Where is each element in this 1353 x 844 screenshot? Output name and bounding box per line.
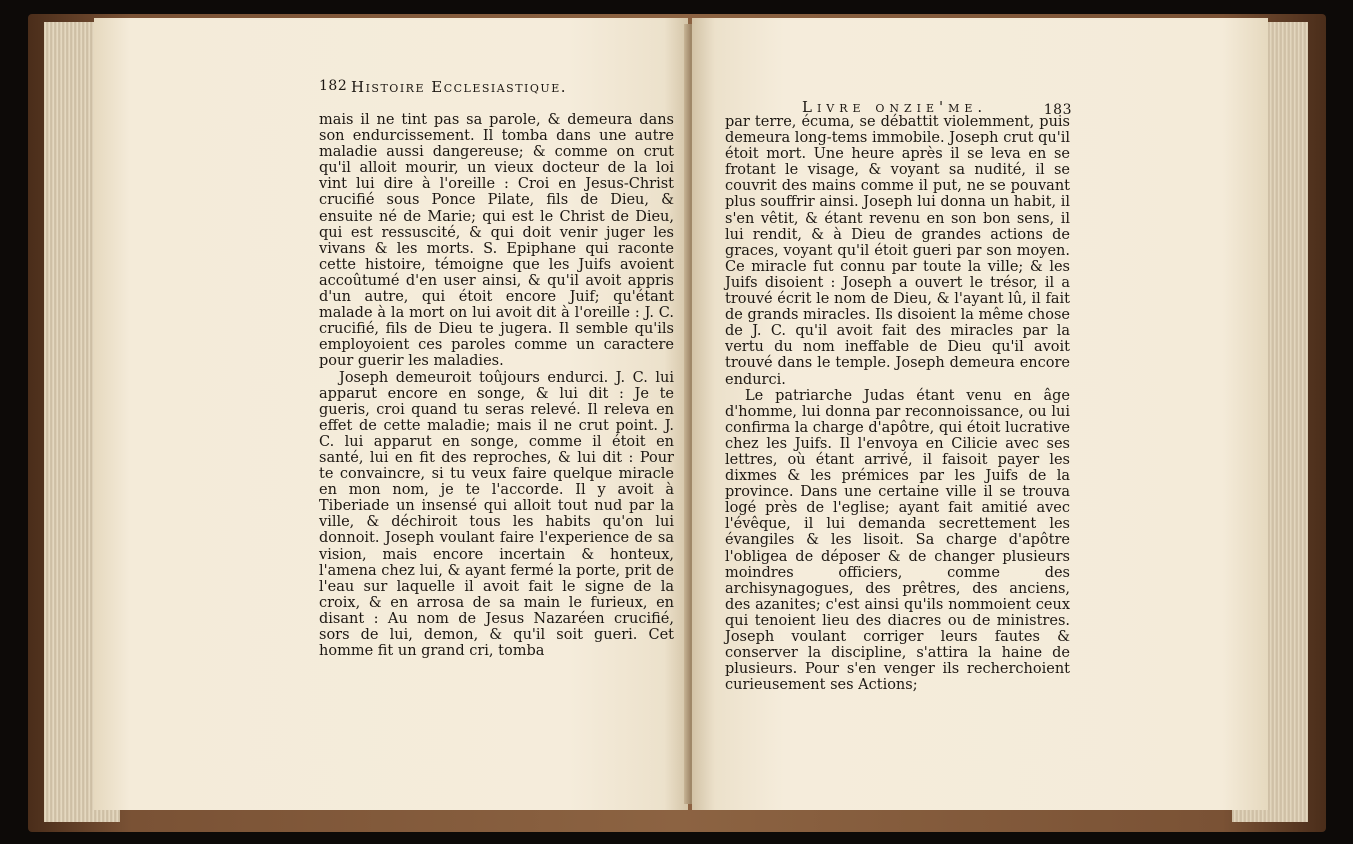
right-body-text — [725, 114, 1070, 693]
right-running-title: Livre onzie'me. — [802, 98, 988, 116]
right-page — [692, 18, 1268, 810]
left-paragraph-1: mais il ne tint pas sa parole, & demeura dans son endurcissement. Il tomba dans une autre maladie aussi dangereuse; & comme on crut qu'il alloit mourir, un vieux docteur de la loi vint lui dire à l'oreille : Croi en Jesus-Christ crucifié sous Ponce Pilate, fils de Dieu, & ensuite né de Marie; qui est le Christ de Dieu, qui est ressuscité, & qui doit venir juger les vivans & les morts. S. Epiphane qui raconte cette histoire, témoigne que les Juifs avoient accoûtumé d'en user ainsi, & qu'il avoit appris d'un autre, qui étoit encore Juif; qu'étant malade à la mort on lui avoit dit à l'oreille : J. C. crucifié, fils de Dieu te jugera. Il semble qu'ils employoient ces paroles comme un caractere pour guerir les maladies. — [319, 112, 674, 370]
right-folio: 183 — [1043, 102, 1072, 118]
left-page — [94, 18, 688, 810]
left-paragraph-2: Joseph demeuroit toûjours endurci. J. C. lui apparut encore en songe, & lui dit : Je te gueris, croi quand tu seras relevé. Il releva en effet de cette maladie; mais il ne crut point. J. C. lui apparut en songe, comme il étoit en santé, lui en fit des reproches, & lui dit : Pour te convaincre, si tu veux faire quelque miracle en mon nom, je te l'accorde. Il y avoit à Tiberiade un insensé qui alloit tout nud par la ville, & déchiroit tous les habits qu'on lui donnoit. Joseph voulant faire l'experience de sa vision, mais encore incertain & honteux, l'amena chez lui, & ayant fermé la porte, prit de l'eau sur laquelle il avoit fait le signe de la croix, & en arrosa de sa main le furieux, en disant : Au nom de Jesus Nazaréen crucifié, sors de lui, demon, & qu'il soit gueri. Cet homme fit un grand cri, tomba — [319, 369, 674, 660]
left-folio: 182 — [319, 78, 348, 94]
right-paragraph-1: par terre, écuma, se débattit violemment, puis demeura long-tems immobile. Joseph crut qu'il étoit mort. Une heure après il se leva en se frotant le visage, & voyant sa nudité, il se couvrit des mains comme il put, ne se pouvant plus souffrir ainsi. Joseph lui donna un habit, il s'en vêtit, & étant revenu en son bon sens, il lui rendit, & à Dieu de grandes actions de graces, voyant qu'il étoit gueri par son moyen. Ce miracle fut connu par toute la ville; & les Juifs disoient : Joseph a ouvert le trésor, il a trouvé écrit le nom de Dieu, & l'ayant lû, il fait de grands miracles. Ils disoient la même chose de J. C. qu'il avoit fait des miracles par la vertu du nom ineffable de Dieu qu'il avoit trouvé dans le temple. Joseph demeura encore endurci. — [725, 114, 1070, 388]
left-body-text — [319, 112, 674, 659]
right-paragraph-2: Le patriarche Judas étant venu en âge d'homme, lui donna par reconnoissance, ou lui confirma la charge d'apôtre, qui étoit lucrative chez les Juifs. Il l'envoya en Cilicie avec ses lettres, où étant arrivé, il faisoit payer les dixmes & les prémices par les Juifs de la province. Dans une certaine ville il se trouva logé près de l'eglise; ayant fait amitié avec l'évêque, il lui demanda secrettement les évangiles & les lisoit. Sa charge d'apôtre l'obligea de déposer & de changer plusieurs moindres officiers, comme des archisynagogues, des prêtres, des anciens, des azanites; c'est ainsi qu'ils nommoient ceux qui tenoient lieu des diacres ou de ministres. Joseph voulant corriger leurs fautes & conserver la discipline, s'attira la haine de plusieurs. Pour s'en venger ils recherchoient curieusement ses Actions; — [725, 387, 1070, 694]
left-running-title: Histoire Ecclesiastique. — [351, 78, 567, 96]
